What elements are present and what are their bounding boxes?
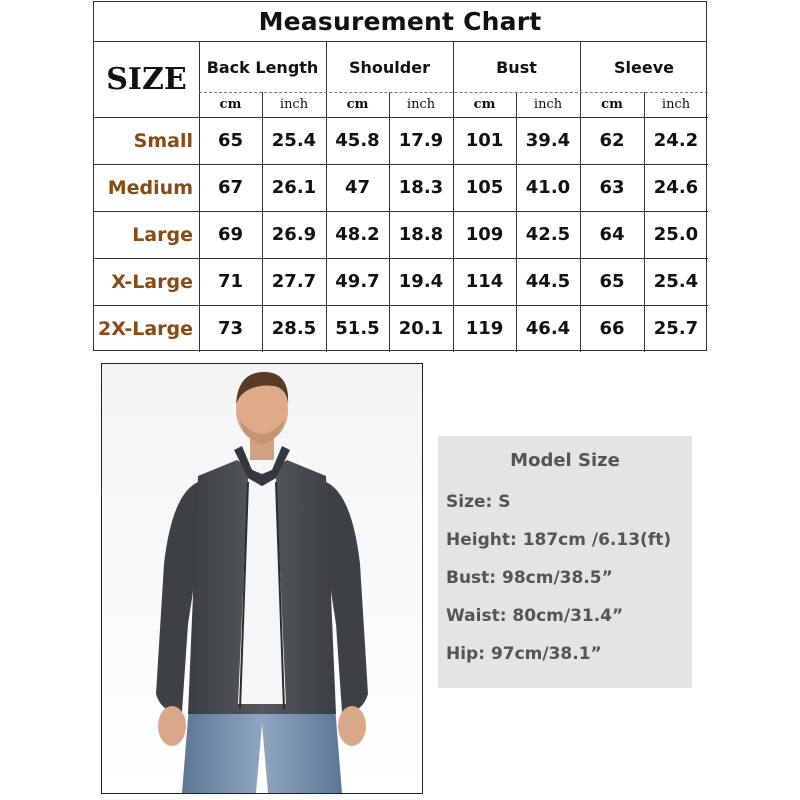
table-cell: 24.6 xyxy=(653,177,699,198)
model-bust-value: Bust: 98cm/38.5” xyxy=(446,568,613,588)
table-cell: 48.2 xyxy=(335,224,380,245)
group-header-sleeve: Sleeve xyxy=(614,57,674,77)
grid-line xyxy=(94,258,708,259)
table-cell: 69 xyxy=(217,224,244,245)
measurement-chart xyxy=(93,1,707,351)
table-cell: 25.4 xyxy=(271,130,317,151)
table-cell: 101 xyxy=(465,130,504,151)
size-label-2x-large: 2X-Large xyxy=(98,317,193,340)
unit-inch: inch xyxy=(279,97,309,112)
unit-inch: inch xyxy=(533,97,563,112)
unit-cm: cm xyxy=(601,97,623,112)
table-cell: 65 xyxy=(217,130,244,151)
table-cell: 73 xyxy=(217,318,244,339)
size-label-medium: Medium xyxy=(107,176,193,199)
table-cell: 63 xyxy=(599,177,625,198)
model-hip-value: Hip: 97cm/38.1” xyxy=(446,644,602,664)
grid-line xyxy=(644,92,645,352)
chart-title: Measurement Chart xyxy=(94,2,706,42)
grid-line xyxy=(94,117,708,118)
table-cell: 47 xyxy=(344,177,371,198)
table-cell: 114 xyxy=(465,271,504,292)
table-cell: 27.7 xyxy=(271,271,317,292)
group-header-shoulder: Shoulder xyxy=(349,57,430,77)
table-cell: 18.8 xyxy=(398,224,444,245)
unit-inch: inch xyxy=(661,97,691,112)
table-cell: 65 xyxy=(599,271,625,292)
size-label-x-large: X-Large xyxy=(111,270,193,293)
unit-cm: cm xyxy=(346,97,369,112)
table-cell: 19.4 xyxy=(398,271,444,292)
table-cell: 71 xyxy=(217,271,244,292)
grid-line xyxy=(262,92,263,352)
grid-line xyxy=(94,211,708,212)
model-size-value: Size: S xyxy=(446,492,511,512)
grid-line xyxy=(389,92,390,352)
table-cell: 49.7 xyxy=(335,271,380,292)
table-cell: 41.0 xyxy=(525,177,571,198)
model-waist-value: Waist: 80cm/31.4” xyxy=(446,606,624,626)
table-cell: 45.8 xyxy=(335,130,380,151)
model-height-value: Height: 187cm /6.13(ft) xyxy=(446,530,672,550)
table-cell: 25.0 xyxy=(653,224,699,245)
table-cell: 51.5 xyxy=(335,318,380,339)
group-header-back-length: Back Length xyxy=(206,57,319,77)
table-cell: 44.5 xyxy=(525,271,571,292)
unit-cm: cm xyxy=(219,97,242,112)
table-cell: 18.3 xyxy=(398,177,444,198)
table-cell: 28.5 xyxy=(271,318,317,339)
table-cell: 119 xyxy=(465,318,504,339)
size-header: SIZE xyxy=(106,62,187,97)
table-cell: 105 xyxy=(465,177,504,198)
grid-line xyxy=(94,305,708,306)
unit-inch: inch xyxy=(406,97,436,112)
table-cell: 24.2 xyxy=(653,130,699,151)
unit-cm: cm xyxy=(473,97,496,112)
table-cell: 62 xyxy=(599,130,625,151)
table-cell: 26.9 xyxy=(271,224,317,245)
model-size-panel xyxy=(438,436,692,688)
table-cell: 109 xyxy=(465,224,504,245)
table-cell: 26.1 xyxy=(271,177,317,198)
table-cell: 66 xyxy=(599,318,625,339)
grid-line xyxy=(516,92,517,352)
table-cell: 39.4 xyxy=(525,130,571,151)
model-size-title: Model Size xyxy=(510,450,620,471)
grid-line xyxy=(94,164,708,165)
table-cell: 25.4 xyxy=(653,271,699,292)
table-cell: 46.4 xyxy=(525,318,571,339)
group-header-bust: Bust xyxy=(496,57,537,77)
size-label-large: Large xyxy=(132,223,193,246)
dashed-divider xyxy=(199,92,708,93)
size-label-small: Small xyxy=(133,129,193,152)
table-cell: 42.5 xyxy=(525,224,571,245)
table-cell: 64 xyxy=(599,224,625,245)
table-cell: 25.7 xyxy=(653,318,699,339)
table-cell: 67 xyxy=(217,177,244,198)
model-photo xyxy=(101,363,423,794)
table-cell: 20.1 xyxy=(398,318,444,339)
table-cell: 17.9 xyxy=(398,130,444,151)
